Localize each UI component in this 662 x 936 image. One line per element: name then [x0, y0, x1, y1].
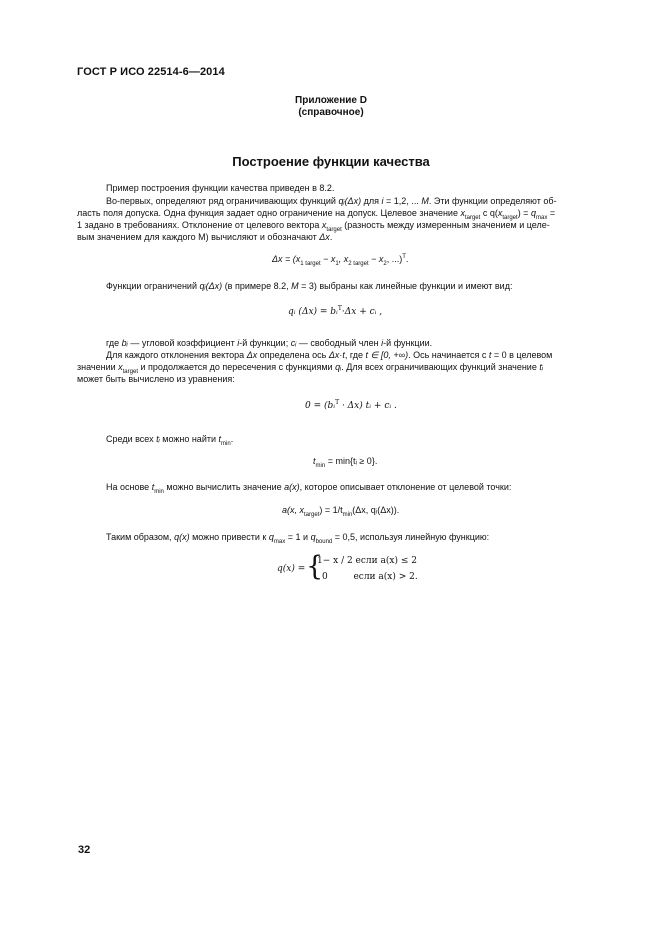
- paragraph-5-line-2: значении $x_{target}$ и продолжается до пересечения с функциями qᵢ. Для всех ограничивающих функций значение tᵢ: [77, 362, 543, 375]
- paragraph-5-line-1: Для каждого отклонения вектора Δx определена ось Δx·t, где t ∈ [0, +∞). Ось начинается с t = 0 в целевом: [106, 350, 553, 360]
- section-title: Построение функции качества: [232, 154, 430, 169]
- equation-q-x-case-1: 1− x / 2 если a(x) ≤ 2: [317, 556, 417, 566]
- equation-q-x-lhs: q(x) =: [277, 564, 306, 574]
- paragraph-5-line-3: может быть вычислено из уравнения:: [77, 374, 235, 384]
- equation-t-min: $t_{min}$ = min{tᵢ ≥ 0}.: [313, 456, 378, 469]
- equation-axis-intersection: 0 = (bᵢ$^T$ · Δx) tᵢ + cᵢ .: [305, 399, 397, 411]
- equation-delta-x: $\Delta x = (x_{1 target} - x_1$, $x_{2 target} - x_2$, ...)$^T$.: [272, 254, 409, 267]
- paragraph-8: Таким образом, q(x) можно привести к $q_{max} = 1$ и $q_{bound} = 0,5$, используя линейную функцию:: [106, 532, 490, 545]
- annex-type: (справочное): [298, 107, 364, 118]
- paragraph-7: На основе $t_{min}$ можно вычислить значение a(x), которое описывает отклонение от целевой точки:: [106, 482, 512, 495]
- paragraph-2-line-2: ласть поля допуска. Одна функция задает одно ограничение на допуск. Целевое значение $x_{target}$ с $q(x_{target}) = q_{max}$ =: [77, 208, 556, 221]
- equation-constraint-function: qᵢ (Δx) = bᵢ$^T$·Δx + cᵢ ,: [288, 305, 383, 317]
- paragraph-2-line-1: Во-первых, определяют ряд ограничивающих функций qᵢ(Δx) для i = 1,2, ... M. Эти функции определяют об-: [106, 196, 557, 206]
- equation-a-x: a(x, $x_{target}) = 1/t_{min}(\Delta x$, qᵢ(Δx)).: [282, 505, 400, 518]
- paragraph-3: Функции ограничений qᵢ(Δx) (в примере 8.2, M = 3) выбраны как линейные функции и имеют вид:: [106, 281, 513, 291]
- paragraph-2-line-3: 1 задано в требованиях. Отклонение от целевого вектора $x_{target}$ (разность между измеренным значением и целе-: [77, 220, 550, 233]
- paragraph-6: Среди всех tᵢ можно найти $t_{min}$.: [106, 434, 234, 447]
- paragraph-4: где bᵢ — угловой коэффициент i-й функции; cᵢ — свободный член i-й функции.: [106, 338, 433, 348]
- equation-q-x-case-2: 0 если a(x) > 2.: [322, 572, 418, 582]
- standard-header: ГОСТ Р ИСО 22514-6—2014: [77, 66, 225, 78]
- paragraph-1: Пример построения функции качества приведен в 8.2.: [106, 183, 335, 193]
- paragraph-2-line-4: вым значением для каждого M) вычисляют и обозначают Δx.: [77, 232, 333, 242]
- piecewise-brace: {: [306, 551, 324, 582]
- annex-title: Приложение D: [295, 95, 367, 106]
- page-number: 32: [78, 844, 91, 856]
